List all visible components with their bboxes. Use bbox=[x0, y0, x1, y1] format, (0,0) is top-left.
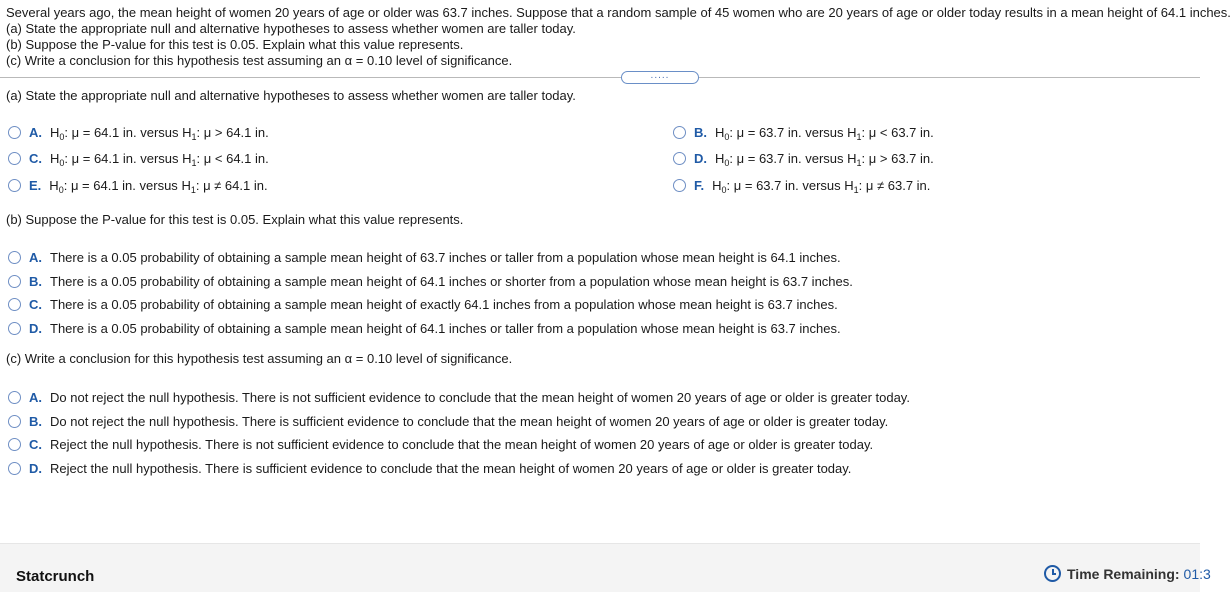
part-b-option-d[interactable] bbox=[8, 319, 841, 337]
radio-button[interactable] bbox=[8, 298, 21, 311]
h0-value: μ = 63.7 in. bbox=[733, 177, 799, 193]
problem-part-a: (a) State the appropriate null and alternative hypotheses to assess whether women are taller today. bbox=[6, 21, 576, 36]
option-letter: A. bbox=[29, 124, 42, 140]
h1-value: μ > 63.7 in. bbox=[868, 150, 934, 166]
radio-button[interactable] bbox=[8, 126, 21, 139]
time-remaining-label: Time Remaining: bbox=[1067, 565, 1180, 582]
part-b-option-a[interactable] bbox=[8, 248, 841, 266]
h0-value: μ = 64.1 in. bbox=[71, 150, 137, 166]
option-letter: D. bbox=[29, 320, 42, 336]
h1-label: $H_1$: bbox=[182, 124, 204, 142]
h0-label: $H_0$: bbox=[715, 124, 737, 142]
part-b-option-b[interactable] bbox=[8, 272, 853, 290]
part-c-option-a[interactable] bbox=[8, 388, 910, 406]
part-a-option-c[interactable] bbox=[8, 149, 269, 167]
radio-button[interactable] bbox=[673, 179, 686, 192]
h1-label: $H_1$: bbox=[844, 177, 866, 195]
expand-button[interactable]: ..... bbox=[621, 71, 699, 84]
option-letter: E. bbox=[29, 177, 42, 193]
part-c-option-b[interactable] bbox=[8, 412, 888, 430]
time-remaining-value: 01:3 bbox=[1183, 565, 1211, 582]
option-text: Do not reject the null hypothesis. There is not sufficient evidence to conclude that the mean height of women 20 years of age or older is greater today. bbox=[50, 389, 910, 405]
radio-button[interactable] bbox=[8, 462, 21, 475]
h1-value: μ ≠ 64.1 in. bbox=[203, 177, 268, 193]
option-letter: B. bbox=[29, 273, 42, 289]
part-c-option-c[interactable] bbox=[8, 435, 873, 453]
option-letter: D. bbox=[29, 460, 42, 476]
h0-label: $H_0$: bbox=[50, 150, 72, 168]
time-remaining bbox=[1044, 565, 1211, 582]
h1-label: $H_1$: bbox=[847, 150, 869, 168]
option-letter: D. bbox=[694, 150, 707, 166]
option-letter: B. bbox=[29, 413, 42, 429]
option-text: Reject the null hypothesis. There is sufficient evidence to conclude that the mean height of women 20 years of age or older is greater today. bbox=[50, 460, 852, 476]
option-text: There is a 0.05 probability of obtaining a sample mean height of exactly 64.1 inches from a population whose mean height is 63.7 inches. bbox=[50, 296, 838, 312]
radio-button[interactable] bbox=[8, 179, 21, 192]
h0-value: μ = 63.7 in. bbox=[736, 124, 802, 140]
option-letter: A. bbox=[29, 249, 42, 265]
part-a-option-a[interactable] bbox=[8, 123, 269, 141]
h0-label: $H_0$: bbox=[50, 124, 72, 142]
radio-button[interactable] bbox=[8, 152, 21, 165]
problem-statement bbox=[6, 5, 1231, 69]
option-text: There is a 0.05 probability of obtaining a sample mean height of 64.1 inches or shorter from a population whose mean height is 63.7 inches. bbox=[50, 273, 853, 289]
h0-label: $H_0$: bbox=[712, 177, 734, 195]
option-text: Do not reject the null hypothesis. There is sufficient evidence to conclude that the mean height of women 20 years of age or older is greater today. bbox=[50, 413, 889, 429]
radio-button[interactable] bbox=[8, 438, 21, 451]
versus-text: versus bbox=[139, 177, 178, 193]
part-a-option-e[interactable] bbox=[8, 176, 268, 194]
statcrunch-link[interactable]: Statcrunch bbox=[16, 568, 95, 585]
h0-value: μ = 64.1 in. bbox=[70, 177, 136, 193]
radio-button[interactable] bbox=[673, 126, 686, 139]
section-divider bbox=[0, 77, 1200, 78]
part-a-option-d[interactable] bbox=[673, 149, 934, 167]
h0-label: $H_0$: bbox=[715, 150, 737, 168]
versus-text: versus bbox=[140, 150, 179, 166]
h0-label: $H_0$: bbox=[49, 177, 71, 195]
clock-icon bbox=[1044, 565, 1061, 582]
radio-button[interactable] bbox=[673, 152, 686, 165]
h1-value: μ < 64.1 in. bbox=[203, 150, 269, 166]
problem-intro: Several years ago, the mean height of women 20 years of age or older was 63.7 inches. Suppose that a random sample of 45 women who are 20 years of age or older today results in a mean height of 64.1 inches. bbox=[6, 5, 1231, 20]
radio-button[interactable] bbox=[8, 415, 21, 428]
option-text: There is a 0.05 probability of obtaining a sample mean height of 64.1 inches or taller from a population whose mean height is 63.7 inches. bbox=[50, 320, 841, 336]
h1-label: $H_1$: bbox=[181, 177, 204, 195]
part-c-question: (c) Write a conclusion for this hypothesis test assuming an α = 0.10 level of significance. bbox=[6, 351, 513, 366]
problem-part-b: (b) Suppose the P-value for this test is 0.05. Explain what this value represents. bbox=[6, 37, 464, 52]
radio-button[interactable] bbox=[8, 391, 21, 404]
radio-button[interactable] bbox=[8, 322, 21, 335]
option-letter: C. bbox=[29, 150, 42, 166]
h1-label: $H_1$: bbox=[847, 124, 869, 142]
option-letter: C. bbox=[29, 296, 42, 312]
h1-value: μ < 63.7 in. bbox=[868, 124, 934, 140]
h1-label: $H_1$: bbox=[182, 150, 204, 168]
h1-value: μ > 64.1 in. bbox=[203, 124, 269, 140]
part-c-option-d[interactable] bbox=[8, 459, 851, 477]
option-text: Reject the null hypothesis. There is not sufficient evidence to conclude that the mean height of women 20 years of age or older is greater today. bbox=[50, 436, 874, 452]
option-letter: B. bbox=[694, 124, 707, 140]
part-a-option-b[interactable] bbox=[673, 123, 934, 141]
part-a-question: (a) State the appropriate null and alternative hypotheses to assess whether women are taller today. bbox=[6, 88, 576, 103]
part-b-question: (b) Suppose the P-value for this test is 0.05. Explain what this value represents. bbox=[6, 212, 464, 227]
option-letter: A. bbox=[29, 389, 42, 405]
h0-value: μ = 63.7 in. bbox=[736, 150, 802, 166]
part-b-option-c[interactable] bbox=[8, 295, 838, 313]
option-letter: C. bbox=[29, 436, 42, 452]
problem-part-c: (c) Write a conclusion for this hypothesis test assuming an α = 0.10 level of significance. bbox=[6, 53, 513, 68]
part-a-option-f[interactable] bbox=[673, 176, 930, 194]
h1-value: μ ≠ 63.7 in. bbox=[865, 177, 931, 193]
versus-text: versus bbox=[140, 124, 179, 140]
h0-value: μ = 64.1 in. bbox=[71, 124, 137, 140]
versus-text: versus bbox=[805, 124, 844, 140]
radio-button[interactable] bbox=[8, 275, 21, 288]
versus-text: versus bbox=[805, 150, 844, 166]
versus-text: versus bbox=[802, 177, 841, 193]
footer-bar bbox=[0, 543, 1211, 592]
option-letter: F. bbox=[694, 177, 705, 193]
radio-button[interactable] bbox=[8, 251, 21, 264]
option-text: There is a 0.05 probability of obtaining a sample mean height of 63.7 inches or taller from a population whose mean height is 64.1 inches. bbox=[50, 249, 841, 265]
